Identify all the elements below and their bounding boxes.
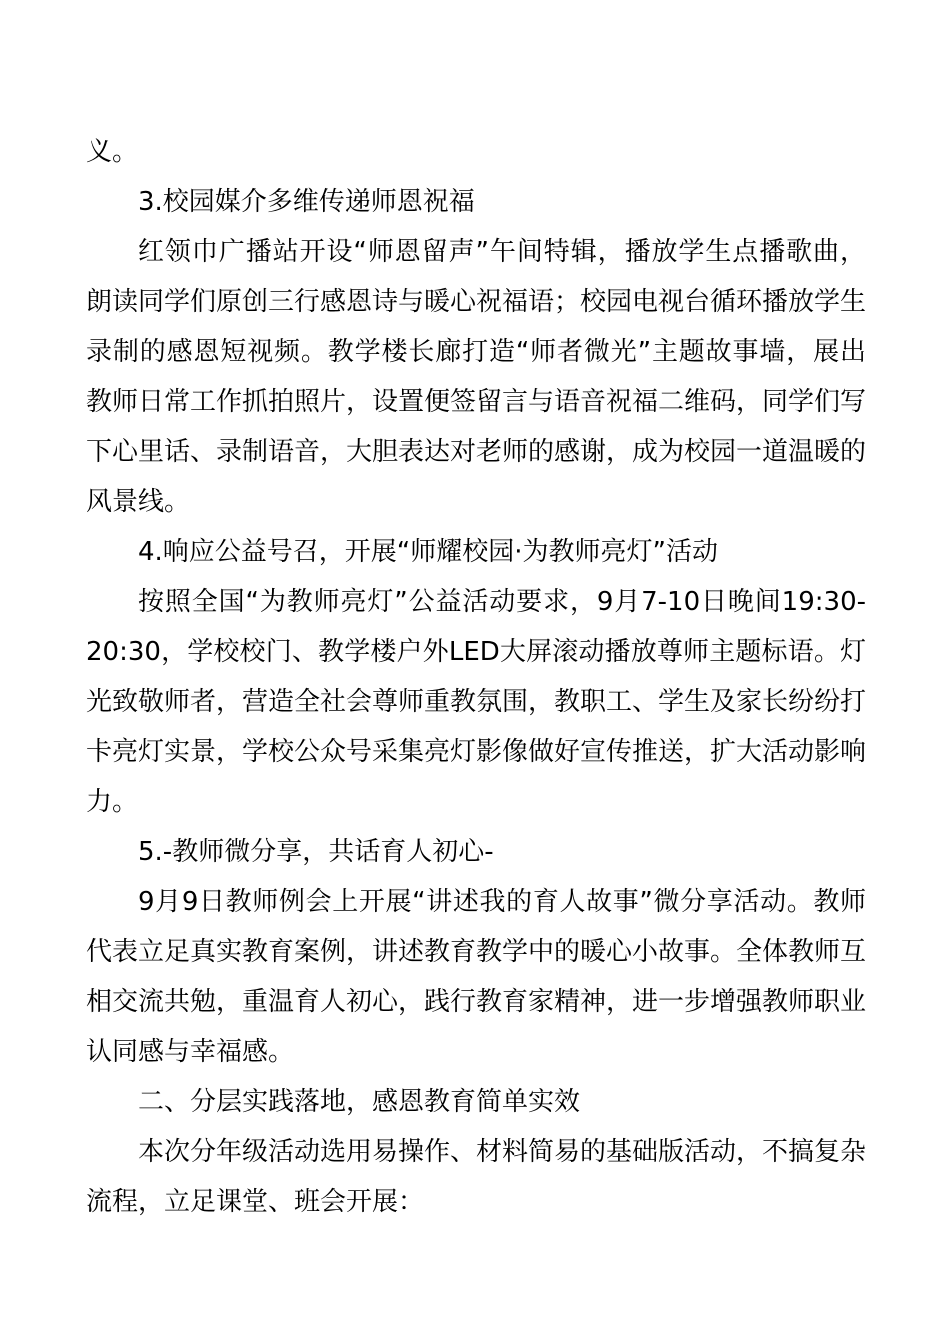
- paragraph-practice: 本次分年级活动选用易操作、材料简易的基础版活动，不搞复杂流程，立足课堂、班会开展：: [86, 1137, 867, 1217]
- paragraph-campus-media: 红领巾广播站开设“师恩留声”午间特辑，播放学生点播歌曲，朗读同学们原创三行感恩诗与暖心祝福语；校园电视台循环播放学生录制的感恩短视频。教学楼长廊打造“师者微光”主题故事墙，展出教师日常工作抓拍照片，设置便签留言与语音祝福二维码，同学们写下心里话、录制语音，大胆表达对老师的感谢，成为校园一道温暖的风景线。: [86, 237, 867, 517]
- section-heading-campus-media: 3.校园媒介多维传递师恩祝福: [138, 187, 475, 217]
- section-heading-practice: 二、分层实践落地，感恩教育简单实效: [138, 1087, 581, 1117]
- document-body: [86, 127, 866, 1227]
- paragraph-continuation: 义。: [86, 137, 139, 167]
- section-heading-teacher-share: 5.-教师微分享，共话育人初心-: [138, 837, 494, 867]
- section-heading-light-up: 4.响应公益号召，开展“师耀校园·为教师亮灯”活动: [138, 537, 719, 567]
- paragraph-light-up: 按照全国“为教师亮灯”公益活动要求，9月7-10日晚间19:30-20:30，学校校门、教学楼户外LED大屏滚动播放尊师主题标语。灯光致敬师者，营造全社会尊师重教氛围，教职工、学生及家长纷纷打卡亮灯实景，学校公众号采集亮灯影像做好宣传推送，扩大活动影响力。: [86, 587, 867, 817]
- paragraph-teacher-share: 9月9日教师例会上开展“讲述我的育人故事”微分享活动。教师代表立足真实教育案例，讲述教育教学中的暖心小故事。全体教师互相交流共勉，重温育人初心，践行教育家精神，进一步增强教师职业认同感与幸福感。: [86, 887, 867, 1067]
